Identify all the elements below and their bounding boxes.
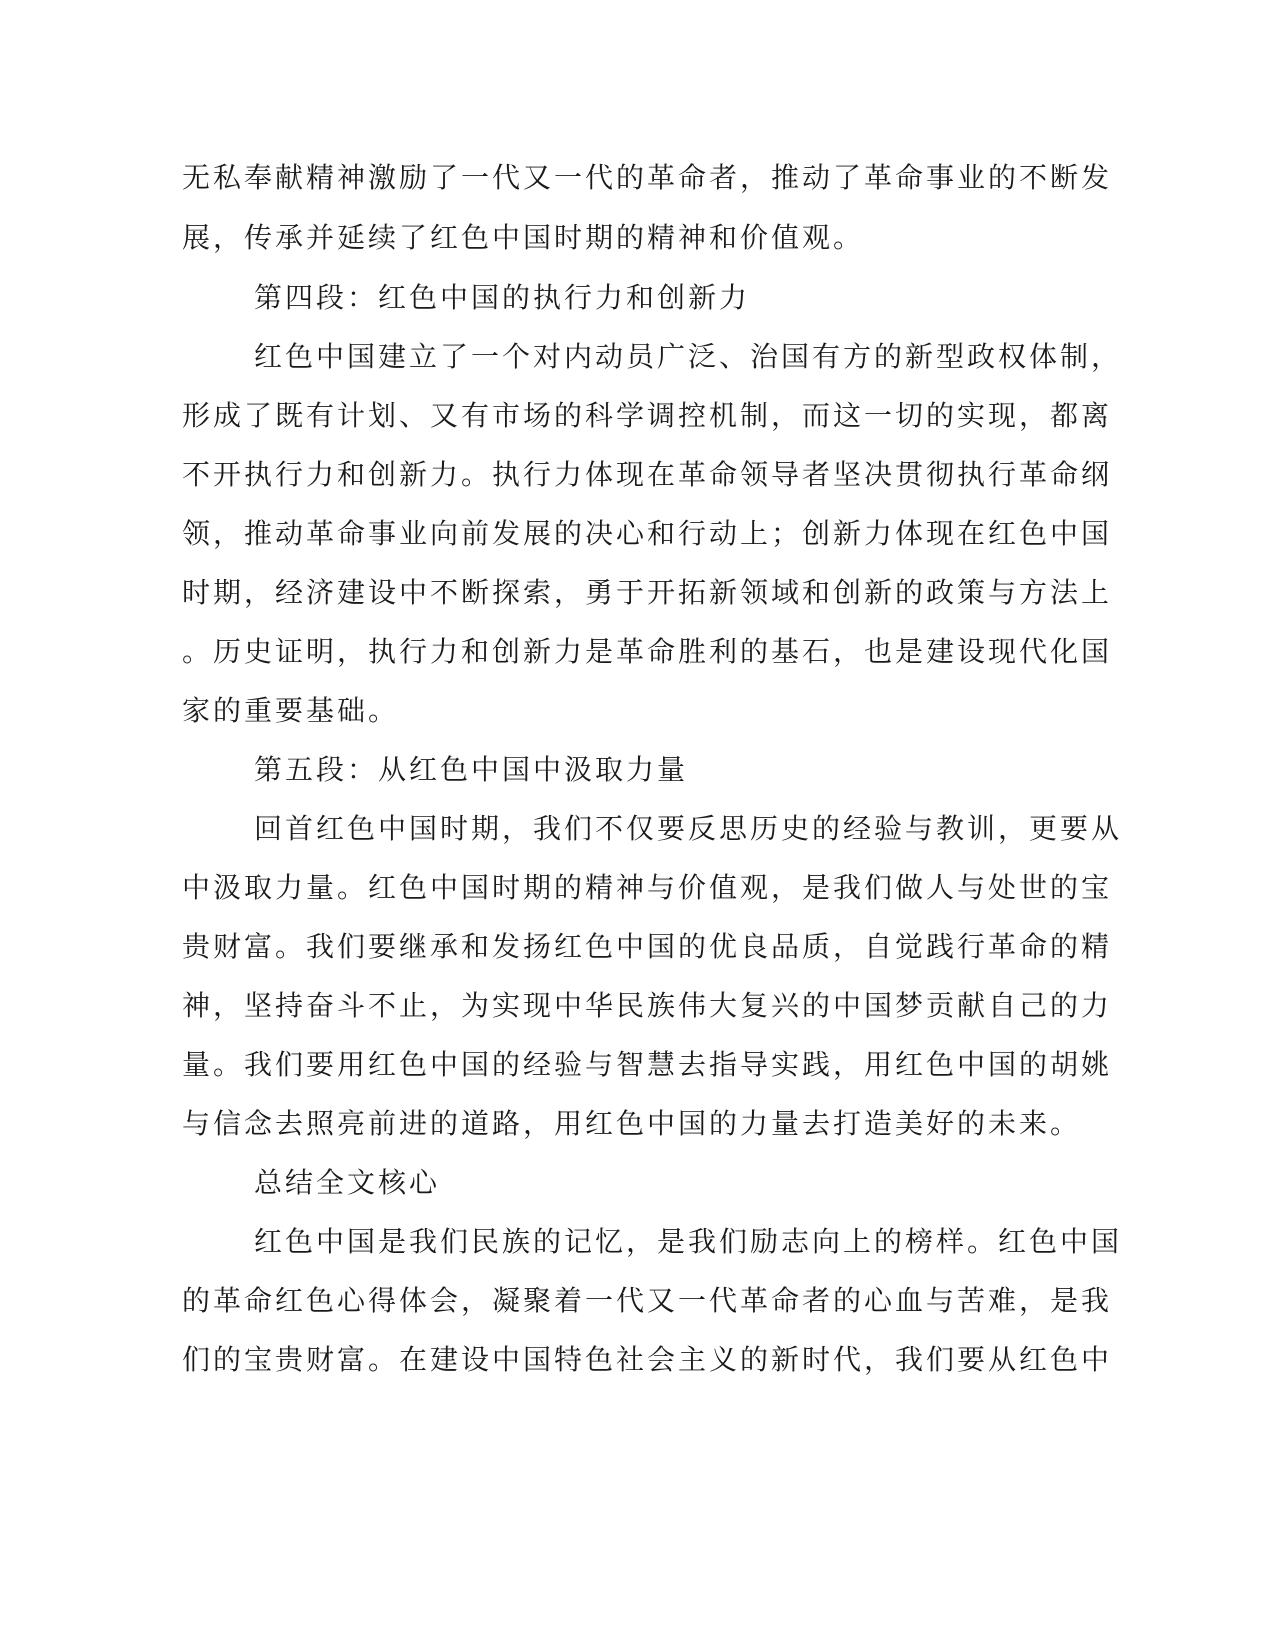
body-line: 形成了既有计划、又有市场的科学调控机制，而这一切的实现，都离 [182, 399, 1113, 432]
body-line: 不开执行力和创新力。执行力体现在革命领导者坚决贯彻执行革命纲 [182, 458, 1113, 491]
body-line: 量。我们要用红色中国的经验与智慧去指导实践，用红色中国的胡姚 [182, 1048, 1113, 1081]
body-line: 时期，经济建设中不断探索，勇于开拓新领域和创新的政策与方法上 [182, 576, 1113, 609]
body-line: 。历史证明，执行力和创新力是革命胜利的基石，也是建设现代化国 [182, 635, 1113, 668]
section-heading-4: 第四段：红色中国的执行力和创新力 [254, 281, 751, 314]
body-line: 贵财富。我们要继承和发扬红色中国的优良品质，自觉践行革命的精 [182, 930, 1113, 963]
section-heading-summary: 总结全文核心 [254, 1166, 441, 1199]
body-line: 中汲取力量。红色中国时期的精神与价值观，是我们做人与处世的宝 [182, 871, 1113, 904]
body-line: 的革命红色心得体会，凝聚着一代又一代革命者的心血与苦难，是我 [182, 1284, 1113, 1317]
body-line: 红色中国是我们民族的记忆，是我们励志向上的榜样。红色中国 [254, 1225, 1123, 1258]
section-heading-5: 第五段：从红色中国中汲取力量 [254, 753, 689, 786]
body-line: 红色中国建立了一个对内动员广泛、治国有方的新型政权体制， [254, 340, 1123, 373]
body-line: 家的重要基础。 [182, 694, 400, 727]
body-line: 展，传承并延续了红色中国时期的精神和价值观。 [182, 221, 865, 254]
body-line: 回首红色中国时期，我们不仅要反思历史的经验与教训，更要从 [254, 812, 1123, 845]
body-line: 们的宝贵财富。在建设中国特色社会主义的新时代，我们要从红色中 [182, 1343, 1113, 1376]
body-line: 无私奉献精神激励了一代又一代的革命者，推动了革命事业的不断发 [182, 161, 1113, 194]
body-line: 领，推动革命事业向前发展的决心和行动上；创新力体现在红色中国 [182, 517, 1113, 550]
body-line: 与信念去照亮前进的道路，用红色中国的力量去打造美好的未来。 [182, 1107, 1082, 1140]
body-line: 神，坚持奋斗不止，为实现中华民族伟大复兴的中国梦贡献自己的力 [182, 989, 1113, 1022]
